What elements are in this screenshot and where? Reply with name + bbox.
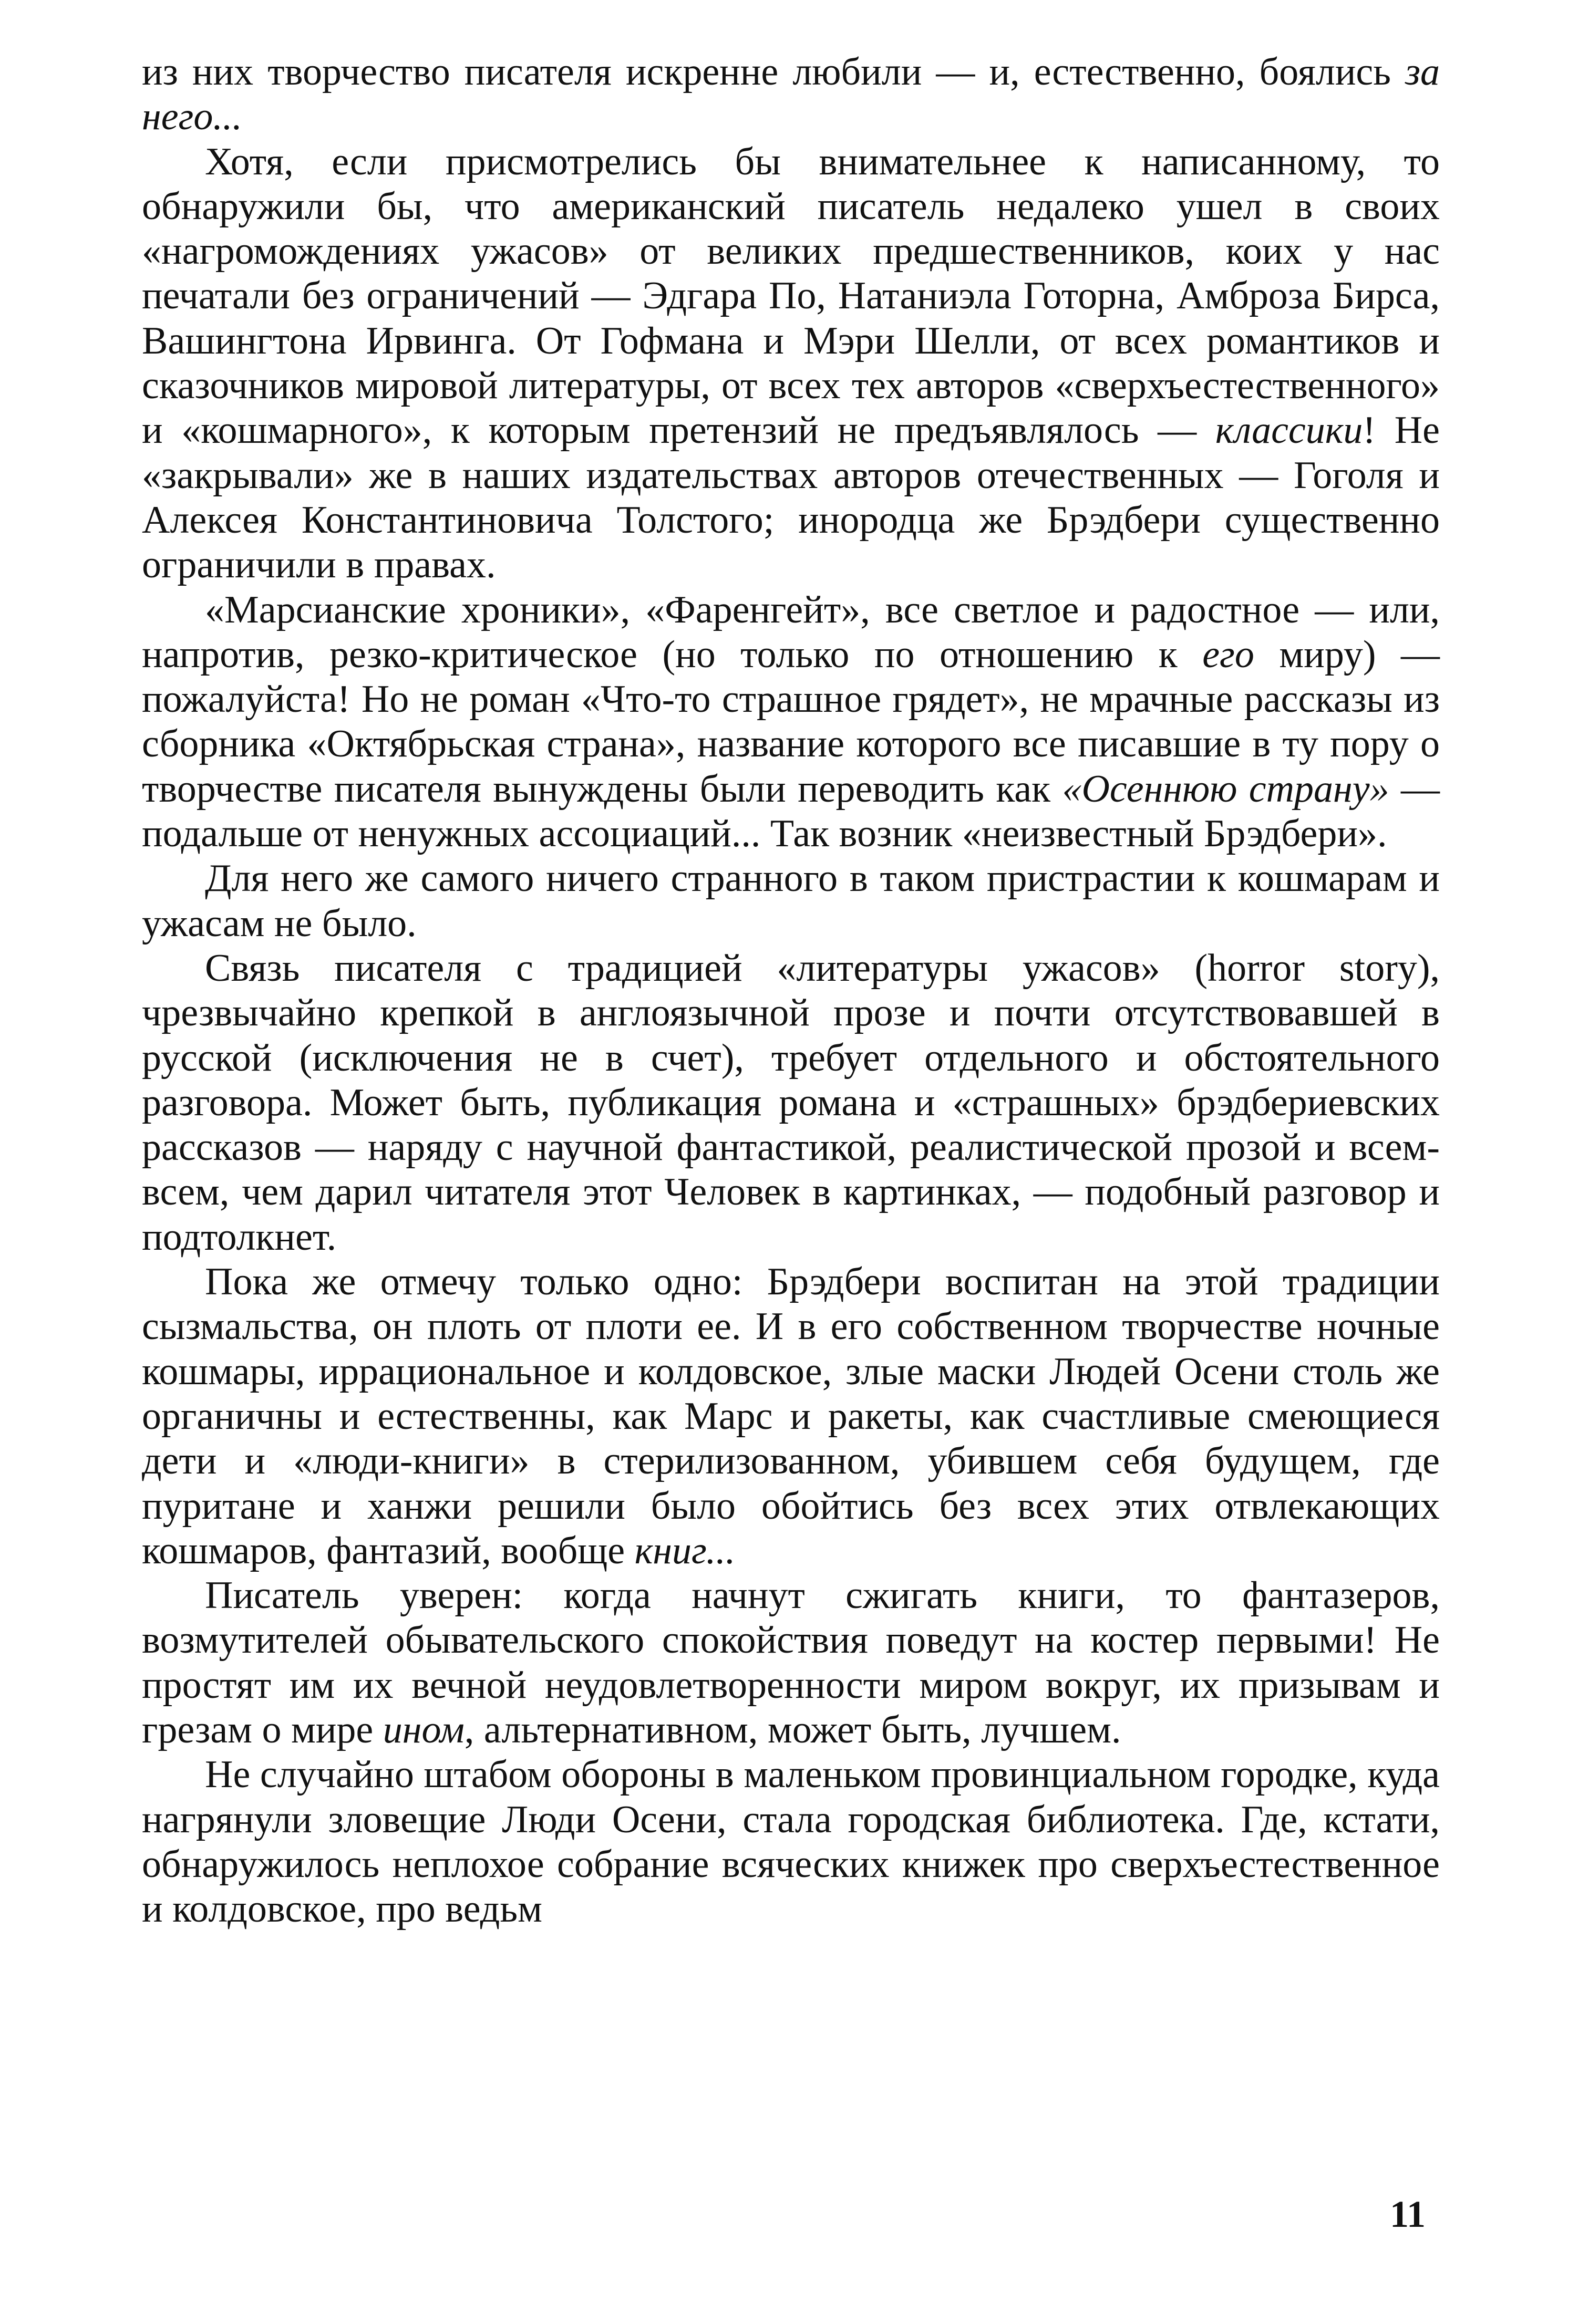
text-run: Не случайно штабом обороны в маленьком провинциальном городке, куда нагрянули зловещие Люди Осени, стала городская библиотека. Где, кстати, обнаружилось неплохое собрание всяческих книжек про сверхъестественное и колдовское, про ведьм bbox=[142, 1753, 1440, 1931]
text-run: Писатель уверен: когда начнут сжигать книги, то фантазеров, возмутителей обывательского спокойствия поведут на костер первыми! Не простят им их вечной неудовлетворенности миром вокруг, их призывам и грезам о мире bbox=[142, 1574, 1440, 1751]
body-text bbox=[142, 50, 1440, 1932]
italic-text: за него... bbox=[142, 50, 1440, 139]
paragraph bbox=[142, 1260, 1440, 1573]
text-run: — подальше от ненужных ассоциаций... Так возник «неизвестный Брэдбери». bbox=[142, 767, 1440, 856]
text-run: ! Не «закрывали» же в наших издательствах авторов отечественных — Гоголя и Алексея Константиновича Толстого; инородца же Брэдбери существенно ограничили в правах. bbox=[142, 409, 1440, 587]
text-run: Пока же отмечу только одно: Брэдбери воспитан на этой традиции сызмальства, он плоть от плоти ее. И в его собственном творчестве ночные кошмары, иррациональное и колдовское, злые маски Людей Осени столь же органичны и естественны, как Марс и ракеты, как счастливые смеющиеся дети и «люди-книги» в стерилизованном, убившем себя будущем, где пуритане и ханжи решили было обойтись без всех этих отвлекающих кошмаров, фантазий, вообще bbox=[142, 1260, 1440, 1572]
text-run: , альтернативном, может быть, лучшем. bbox=[464, 1708, 1121, 1751]
paragraph bbox=[142, 140, 1440, 588]
italic-text: книг... bbox=[634, 1529, 736, 1572]
italic-text: «Осеннюю страну» bbox=[1062, 767, 1389, 811]
paragraph bbox=[142, 1573, 1440, 1752]
text-run: Связь писателя с традицией «литературы ужасов» (horror story), чрезвычайно крепкой в англоязычной прозе и почти отсутствовавшей в русской (исключения не в счет), требует отдельного и обстоятельного разговора. Может быть, публикация романа и «страшных» брэдбериевских рассказов — наряду с научной фантастикой, реалистической прозой и всем-всем, чем дарил читателя этот Человек в картинках, — подобный разговор и подтолкнет. bbox=[142, 946, 1440, 1259]
text-run: миру) — пожалуйста! Но не роман «Что-то страшное грядет», не мрачные рассказы из сборника «Октябрьская страна», название которого все писавшие в ту пору о творчестве писателя вынуждены были переводить как bbox=[142, 632, 1440, 811]
paragraph bbox=[142, 588, 1440, 857]
text-run: Для него же самого ничего странного в таком пристрастии к кошмарам и ужасам не было. bbox=[142, 857, 1440, 945]
text-run: Хотя, если присмотрелись бы внимательнее к написанному, то обнаружили бы, что американский писатель недалеко ушел в своих «нагромождениях ужасов» от великих предшественников, коих у нас печатали без ограничений — Эдгара По, Натаниэла Готорна, Амброза Бирса, Вашингтона Ирвинга. От Гофмана и Мэри Шелли, от всех романтиков и сказочников мировой литературы, от всех тех авторов «сверхъестественного» и «кошмарного», к которым претензий не предъявлялось — bbox=[142, 140, 1440, 452]
text-run: «Марсианские хроники», «Фаренгейт», все светлое и радостное — или, напротив, резко-критическое (но только по отношению к bbox=[142, 588, 1440, 676]
text-run: из них творчество писателя искренне любили — и, естественно, боялись bbox=[142, 50, 1406, 94]
paragraph bbox=[142, 50, 1440, 140]
paragraph bbox=[142, 856, 1440, 946]
page-number: 11 bbox=[1390, 2193, 1426, 2235]
italic-text: классики bbox=[1215, 409, 1363, 452]
italic-text: ином bbox=[383, 1708, 465, 1751]
italic-text: его bbox=[1202, 632, 1254, 676]
paragraph bbox=[142, 946, 1440, 1260]
paragraph bbox=[142, 1752, 1440, 1932]
